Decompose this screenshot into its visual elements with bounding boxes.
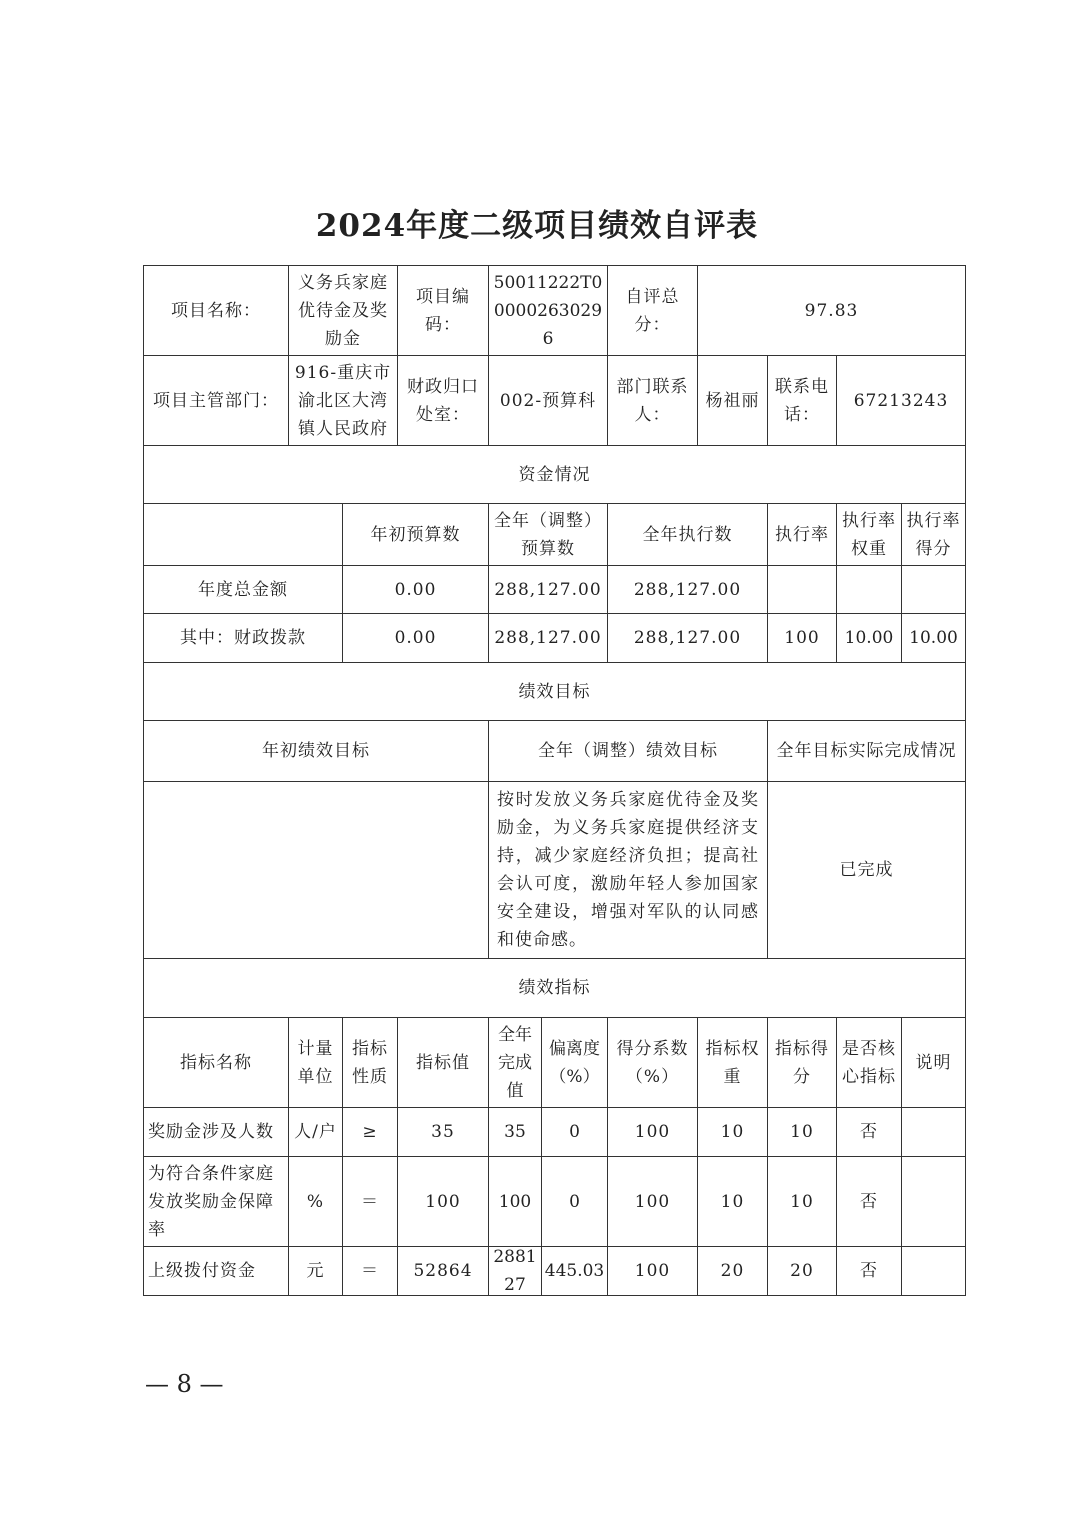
indicator-cell: 10 [767, 1156, 837, 1247]
indicator-cell: 445.03 [541, 1246, 608, 1296]
funds-cell: 0.00 [342, 565, 489, 614]
indicator-header: 指标权重 [697, 1017, 768, 1108]
indicator-cell: 否 [836, 1246, 902, 1296]
project-code-label: 项目编码： [397, 265, 489, 356]
funds-cell: 年度总金额 [143, 565, 343, 614]
goal-status: 已完成 [767, 781, 966, 959]
indicator-header: 得分系数（%） [607, 1017, 698, 1108]
funds-cell: 288,127.00 [488, 613, 608, 663]
indicator-header: 说明 [901, 1017, 966, 1108]
indicator-cell: 0 [541, 1156, 608, 1247]
adjusted-goal: 按时发放义务兵家庭优待金及奖励金，为义务兵家庭提供经济支持，减少家庭经济负担；提高社会认可度，激励年轻人参加国家安全建设，增强对军队的认同感和使命感。 [488, 781, 768, 959]
indicator-header: 指标得分 [767, 1017, 837, 1108]
indicator-cell [901, 1246, 966, 1296]
indicator-cell: 元 [288, 1246, 343, 1296]
funds-cell: 其中：财政拨款 [143, 613, 343, 663]
indicator-cell: 上级拨付资金 [143, 1246, 289, 1296]
indicator-cell: 人/户 [288, 1107, 343, 1157]
indicator-cell: 否 [836, 1107, 902, 1157]
goals-section-header: 绩效目标 [143, 662, 966, 721]
indicator-cell: 0 [541, 1107, 608, 1157]
project-name: 义务兵家庭优待金及奖励金 [288, 265, 398, 356]
indicator-header: 指标值 [397, 1017, 489, 1108]
funds-header: 全年（调整）预算数 [488, 503, 608, 566]
funds-cell [836, 565, 902, 614]
indicator-cell: 否 [836, 1156, 902, 1247]
funds-cell: 288,127.00 [607, 565, 768, 614]
funds-section-header: 资金情况 [143, 445, 966, 504]
indicator-cell: 100 [607, 1246, 698, 1296]
score-label: 自评总分： [607, 265, 698, 356]
funds-cell: 288,127.00 [488, 565, 608, 614]
indicator-cell: 100 [397, 1156, 489, 1247]
contact-name: 杨祖丽 [697, 355, 768, 446]
indicator-header: 是否核心指标 [836, 1017, 902, 1108]
funds-header: 执行率得分 [901, 503, 966, 566]
funds-cell: 10.00 [836, 613, 902, 663]
indicator-cell: 35 [488, 1107, 542, 1157]
indicator-header: 全年完成值 [488, 1017, 542, 1108]
phone-label: 联系电话： [767, 355, 837, 446]
phone: 67213243 [836, 355, 966, 446]
funds-cell: 100 [767, 613, 837, 663]
indicator-cell: ＝ [342, 1156, 398, 1247]
funds-cell [767, 565, 837, 614]
finance-office: 002-预算科 [488, 355, 608, 446]
indicator-cell: ＝ [342, 1246, 398, 1296]
indicator-cell [901, 1156, 966, 1247]
funds-cell [901, 565, 966, 614]
indicator-cell [901, 1107, 966, 1157]
indicator-cell: 52864 [397, 1246, 489, 1296]
indicator-cell: 10 [767, 1107, 837, 1157]
indicator-cell: 20 [697, 1246, 768, 1296]
indicator-cell: % [288, 1156, 343, 1247]
goals-header-initial: 年初绩效目标 [143, 720, 489, 782]
indicator-cell: 奖励金涉及人数 [143, 1107, 289, 1157]
funds-header: 执行率权重 [836, 503, 902, 566]
indicator-cell: 100 [488, 1156, 542, 1247]
funds-header: 全年执行数 [607, 503, 768, 566]
goals-header-actual: 全年目标实际完成情况 [767, 720, 966, 782]
total-score: 97.83 [697, 265, 966, 356]
funds-header: 执行率 [767, 503, 837, 566]
indicator-header: 指标名称 [143, 1017, 289, 1108]
initial-goal [143, 781, 489, 959]
indicator-header: 计量单位 [288, 1017, 343, 1108]
indicator-header: 偏离度（%） [541, 1017, 608, 1108]
indicators-section-header: 绩效指标 [143, 958, 966, 1018]
project-code: 50011222T000002630296 [488, 265, 608, 356]
funds-cell: 0.00 [342, 613, 489, 663]
indicator-cell: 100 [607, 1107, 698, 1157]
goals-header-adjusted: 全年（调整）绩效目标 [488, 720, 768, 782]
dept-name: 916-重庆市渝北区大湾镇人民政府 [288, 355, 398, 446]
indicator-cell: 288127 [488, 1246, 542, 1296]
indicator-cell: ≥ [342, 1107, 398, 1157]
indicator-cell: 10 [697, 1156, 768, 1247]
indicator-header: 指标性质 [342, 1017, 398, 1108]
funds-header: 年初预算数 [342, 503, 489, 566]
indicator-cell: 100 [607, 1156, 698, 1247]
indicator-cell: 为符合条件家庭发放奖励金保障率 [143, 1156, 289, 1247]
indicator-cell: 10 [697, 1107, 768, 1157]
funds-header-blank [143, 503, 343, 566]
project-name-label: 项目名称： [143, 265, 289, 356]
indicator-cell: 20 [767, 1246, 837, 1296]
indicator-cell: 35 [397, 1107, 489, 1157]
page-title: 2024年度二级项目绩效自评表 [315, 208, 759, 244]
finance-office-label: 财政归口处室： [397, 355, 489, 446]
dept-label: 项目主管部门： [143, 355, 289, 446]
funds-cell: 10.00 [901, 613, 966, 663]
contact-label: 部门联系人： [607, 355, 698, 446]
funds-cell: 288,127.00 [607, 613, 768, 663]
page-number: — 8 — [145, 1370, 224, 1398]
